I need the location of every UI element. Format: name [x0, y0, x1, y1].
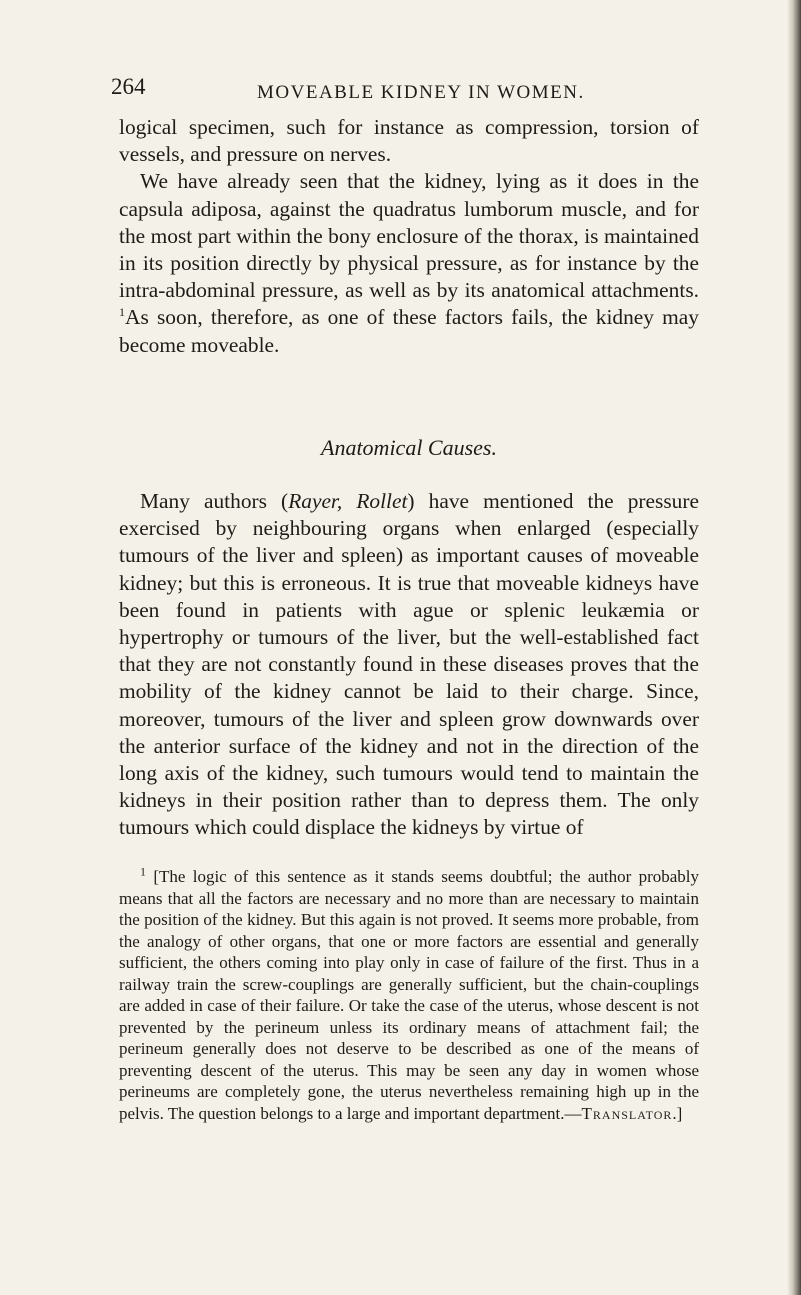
pressure-paragraph-text: We have already seen that the kidney, lying as it does in the capsula adiposa, against the quadratus lumborum muscle, and for the most part within the bony enclosure of the thorax, is maintained in its position directly by physical pressure, as for instance by the intra-abdominal pressure, as well as by its anatomical attachments. [119, 169, 699, 303]
footnote-closing: .] [672, 1103, 683, 1123]
page-scan-edge [787, 0, 801, 1295]
footnote-text: [The logic of this sentence as it stands seems doubtful; the author probably means that all the factors are necessary and no more than are necessary to maintain the position of the kidney. But this again is not proved. It seems more probable, from the analogy of other organs, that one or more factors are essential and generally sufficient, the others coming into play only in case of failure of the first. Thus in a railway train the screw-couplings are generally sufficient, but the chain-couplings are added in case of their failure. Or take the case of the uterus, whose descent is not prevented by the perineum unless its ordinary means of attachment fail; the perineum generally does not deserve to be described as one of the means of preventing descent of the uterus. This may be seen any day in women whose perineums are completely gone, the uterus nevertheless remaining high up in the pelvis. The question belongs to a large and important department.— [119, 867, 699, 1123]
running-head: MOVEABLE KIDNEY IN WOMEN. [257, 82, 585, 103]
footnote-marker: 1 [140, 864, 146, 879]
cited-authors: Rayer, Rollet [288, 489, 408, 513]
intro-text [119, 114, 699, 359]
paragraph-opening: Many authors ( [140, 489, 289, 513]
translator-signature: Translator [581, 1103, 673, 1123]
main-text [119, 488, 699, 842]
page-header [111, 74, 711, 108]
section-heading: Anatomical Causes. [321, 435, 497, 460]
continued-paragraph: logical specimen, such for instance as compression, torsion of vessels, and pressure on nerves. [119, 115, 699, 167]
page-number: 264 [111, 74, 146, 99]
paragraph-body: ) have mentioned the pressure exercised by neighbouring organs when enlarged (especially tumours of the liver and spleen) as important causes of moveable kidney; but this is erroneous. It is true that moveable kidneys have been found in patients with ague or splenic leukæmia or hypertrophy or tumours of the liver, but the well-established fact that they are not constantly found in these diseases proves that the mobility of the kidney cannot be laid to their charge. Since, moreover, tumours of the liver and spleen grow downwards over the anterior surface of the kidney and not in the direction of the long axis of the kidney, such tumours would tend to maintain the kidneys in their position rather than to depress them. The only tumours which could displace the kidneys by virtue of [119, 489, 699, 840]
pressure-paragraph [119, 168, 699, 358]
anatomical-causes-paragraph [119, 488, 699, 842]
footnote [119, 866, 699, 1124]
pressure-paragraph-conclusion: As soon, therefore, as one of these factors fails, the kidney may become moveable. [119, 305, 699, 357]
footnote-paragraph [119, 866, 699, 1124]
footnote-reference: 1 [119, 305, 125, 320]
